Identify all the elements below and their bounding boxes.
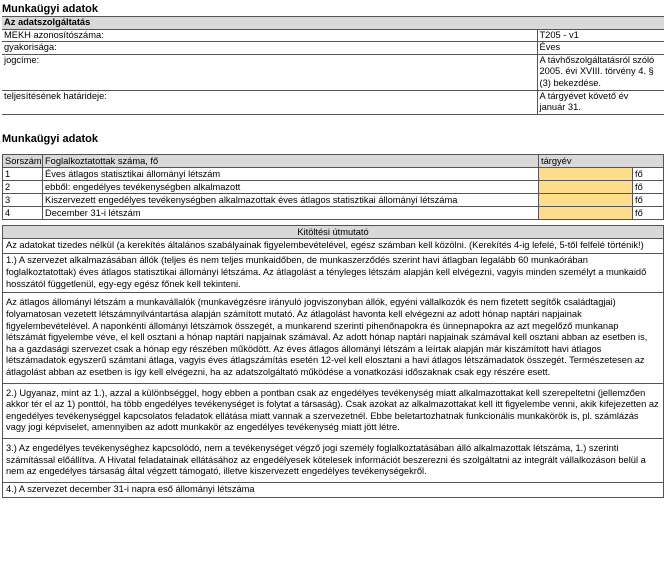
row-label: jogcíme: [2,54,537,90]
value-line: (3) bekezdése. [539,78,601,89]
column-header-year: tárgyév [539,154,633,167]
filling-guide [2,225,664,499]
guide-paragraph: 1.) A szervezet alkalmazásában állók (teljes és nem teljes munkaidőben, de munkaszerződés szerint havi átlagban legalább 60 munkaórában foglalkoztatottak) éves átlagos statisztikai állományi létszáma. Az átlagolást a tényleges létszám alapján kell elvégezni, vagyis minden személyt a munkaidő hosszától függetlenül, egy-egy egész főnek kell tekinteni. [3,254,663,293]
guide-paragraph: 4.) A szervezet december 31-i napra eső állományi létszáma [6,483,255,494]
table-row [3,180,664,193]
row-unit: fő [633,167,664,180]
row-number: 1 [3,167,43,180]
value-line: 2005. évi XVIII. törvény 4. § [539,66,654,77]
row-label: MEKH azonosítószáma: [2,29,537,42]
row-unit: fő [633,206,664,219]
guide-paragraph: 3.) Az engedélyes tevékenységhez kapcsolódó, nem a tevékenységet végző jogi személy foglalkoztatásában álló alkalmazottak létszáma, 1.) szerinti számítással előállítva. A Hivatal feladatainak ellátásához az engedélyesek kötelesek információt beszerezni és szolgáltatni az integrált vállalkozáson belül a nem az engedélyes társaság által végzett támogató, illetve kiszervezett engedélyes tevékenységekről. [3,439,663,483]
data-provision-header: Az adatszolgáltatás [2,17,664,30]
guide-paragraph: 2.) Ugyanaz, mint az 1.), azzal a különbséggel, hogy ebben a pontban csak az engedélyes tevékenység miatt alkalmazottakat kell szerepeltetni (jellemzően akkor tér el az 1) ponttól, ha több engedélyes tevékenységet is folytat a társaság). Csak azokat az alkalmazottakat kell itt figyelembe venni, akik kifejezetten az engedélyes tevékenységgel kapcsolatos feladatok ellátása miatt vannak a szervezetnél. Ebbe beletartozhatnak funkcionális munkakörök is, pl. számlázás vagy jogi képviselet, amennyiben az adott munkakör az engedélyes tevékenység miatt jött létre. [3,384,663,439]
table-row [3,167,664,180]
guide-title: Kitöltési útmutató [3,226,663,239]
row-label: gyakorisága: [2,42,537,55]
row-description: Éves átlagos statisztikai állományi létszám [43,167,539,180]
row-unit: fő [633,180,664,193]
table-row [2,90,664,114]
row-number: 3 [3,193,43,206]
row-description: ebből: engedélyes tevékenységben alkalmazott [43,180,539,193]
data-provision-header-row [2,17,664,30]
row-label: teljesítésének határideje: [2,90,537,114]
section-title: Munkaügyi adatok [2,132,98,145]
table-row [2,29,664,42]
value-line: A távhőszolgáltatásról szóló [539,54,655,65]
value-input-cell[interactable] [539,167,633,180]
value-input-cell[interactable] [539,193,633,206]
row-number: 4 [3,206,43,219]
value-line: január 31. [539,102,581,113]
row-value [537,54,664,90]
guide-paragraph: Az adatokat tizedes nélkül (a kerekítés általános szabályainak figyelembevételével, egész számban kell közölni. (Kerekítés 4-ig lefelé, 5-től felfelé történik!) [3,239,663,255]
employment-header-row [3,154,664,167]
page-title: Munkaügyi adatok [2,3,98,15]
table-row [3,193,664,206]
row-value: Éves [537,42,664,55]
row-value [537,90,664,114]
row-description: Kiszervezett engedélyes tevékenységben alkalmazottak éves átlagos statisztikai állományi létszáma [43,193,539,206]
table-row [3,206,664,219]
value-input-cell[interactable] [539,180,633,193]
guide-paragraph: Az átlagos állományi létszám a munkavállalók (munkavégzésre irányuló jogviszonyban állók, egyéni vállalkozók és nem fizetett segítők családtagjai) folyamatosan vezetett létszámnyilvántartása alapján számított mutató. Az átlagolást havonta kell elvégezni az adott hónap naptári napjainak figyelembevételével. A naponkénti állományi létszámok összegét, a munkarend szerinti pihenőnapokra és ünnepnapokra az azt megelőző munkanap létszámát figyelembe véve, el kell osztani a hónap naptári napjainak számával. Az adott hónap naptári napjainak számával kell osztani abban az esetben is, ha a gazdasági szervezet csak a hónap egy részében működött. Az éves átlagos állományi létszám a leírtak alapján már kiszámított havi átlagos létszámadatok egyszerű számtani átlaga, vagyis éves átlagszámítás esetén 12-vel kell elosztani a havi átlagos létszámadatok összegét. Természetesen az átlagolást abban az esetben is így kell elvégezni, ha az adatszolgáltató működése a vonatkozási időszaknak csak egy részére esett. [3,293,663,383]
row-description: December 31-i létszám [43,206,539,219]
column-header-no: Sorszám [3,154,43,167]
table-row [2,42,664,55]
row-value: T205 - v1 [537,29,664,42]
data-provision-table [2,16,664,115]
value-line: A tárgyévet követő év [539,90,629,101]
value-input-cell[interactable] [539,206,633,219]
column-header-unit [633,154,664,167]
row-number: 2 [3,180,43,193]
row-unit: fő [633,193,664,206]
column-header-desc: Foglalkoztatottak száma, fő [43,154,539,167]
employment-table [2,154,664,220]
table-row [2,54,664,90]
